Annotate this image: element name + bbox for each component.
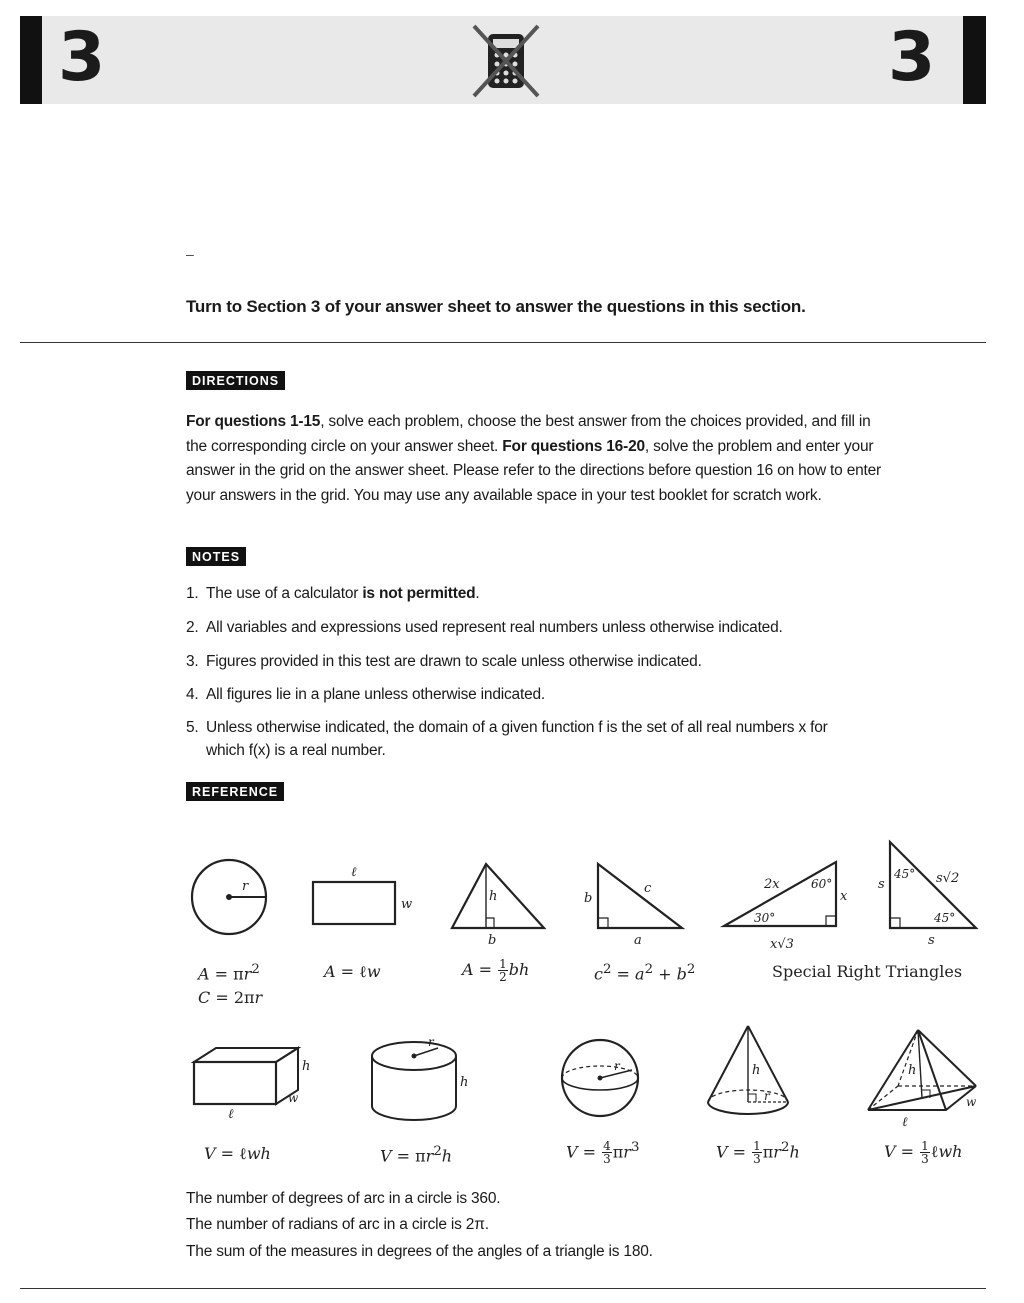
tri454590-s-left-label: s	[878, 877, 885, 892]
note-3-number: 3.	[186, 653, 199, 670]
directions-paragraph	[186, 410, 886, 508]
notes-tag: NOTES	[186, 547, 246, 566]
note-3	[186, 650, 966, 673]
sphere-figure	[556, 1034, 648, 1124]
formula-circle-area: $A = \pi r^2$	[198, 962, 260, 984]
tri306090-x-label: x	[840, 889, 848, 904]
rectangle-figure	[305, 858, 417, 936]
formula-pythagorean: $c^2 = a^2 + b^2$	[594, 962, 696, 984]
triangle-30-60-90-figure	[718, 852, 864, 956]
fact-triangle-sum: The sum of the measures in degrees of the angles of a triangle is 180.	[186, 1243, 653, 1260]
note-5-number: 5.	[186, 719, 199, 736]
formula-prism-volume: V = ℓwh	[204, 1144, 271, 1163]
circle-radius-label: r	[242, 879, 249, 894]
triangle-45-45-90-figure	[870, 836, 986, 948]
formula-sphere-volume: V = $\frac{4}{3}$ $\pi r^3$	[566, 1139, 640, 1167]
tri454590-sroot2-label: s√2	[936, 871, 960, 886]
section-number-right: 3	[888, 18, 936, 97]
cone-figure	[700, 1022, 800, 1126]
pyramid-figure	[862, 1024, 984, 1134]
note-5-line-1: Unless otherwise indicated, the domain of a given function f is the set of all real numbers x for	[206, 719, 828, 736]
sphere-radius-label: r	[614, 1059, 620, 1073]
right-triangle-figure	[578, 856, 688, 948]
directions-bold-2: For questions 16-20	[502, 437, 645, 455]
note-2	[186, 616, 966, 639]
tri454590-45-bottom-label: 45°	[934, 911, 956, 925]
pyramid-width-label: w	[966, 1095, 977, 1109]
tri306090-xroot3-label: x√3	[770, 937, 794, 952]
fact-radians: The number of radians of arc in a circle is 2π.	[186, 1216, 489, 1233]
no-calculator-icon	[466, 20, 546, 100]
header-right-bar	[963, 16, 986, 104]
tri306090-30-label: 30°	[754, 911, 776, 925]
rectangular-prism-figure	[186, 1036, 316, 1120]
note-1	[186, 582, 966, 605]
cone-radius-label: r	[764, 1089, 770, 1103]
note-2-text: All variables and expressions used represent real numbers unless otherwise indicated.	[206, 619, 783, 636]
note-1-number: 1.	[186, 585, 199, 602]
fact-degrees: The number of degrees of arc in a circle is 360.	[186, 1190, 501, 1207]
triangle-base-label: b	[488, 933, 497, 948]
top-divider	[20, 342, 986, 343]
cone-height-label: h	[752, 1063, 761, 1078]
tri306090-2x-label: 2x	[764, 877, 780, 892]
right-triangle-hyp-c-label: c	[644, 881, 652, 896]
directions-text-1: , solve each problem, choose the best answer from the choices provided, and fill in the corresponding circle on your answer sheet.	[186, 413, 871, 455]
triangle-area-figure	[446, 858, 550, 948]
note-1-bold: is not permitted	[362, 585, 476, 602]
section-number-left: 3	[58, 18, 106, 97]
formula-cylinder-volume: $V = \pi r^2h$	[380, 1144, 453, 1166]
note-2-number: 2.	[186, 619, 199, 636]
right-triangle-leg-a-label: a	[634, 933, 642, 948]
circle-figure	[186, 850, 272, 940]
rect-length-label: ℓ	[351, 865, 357, 880]
formula-triangle-area: A = $\frac{1}{2}$ bh	[462, 957, 530, 984]
note-1-end: .	[475, 585, 480, 602]
note-4-text: All figures lie in a plane unless otherwise indicated.	[206, 686, 546, 703]
tri454590-s-bottom-label: s	[928, 933, 935, 948]
note-4-number: 4.	[186, 686, 199, 703]
reference-tag: REFERENCE	[186, 782, 284, 801]
rect-width-label: w	[401, 897, 413, 912]
cylinder-radius-label: r	[428, 1035, 434, 1049]
directions-tag: DIRECTIONS	[186, 371, 285, 390]
note-5	[186, 716, 966, 762]
prism-length-label: ℓ	[228, 1107, 234, 1120]
formula-cone-volume: V = $\frac{1}{3}$ $\pi r^2h$	[716, 1139, 800, 1167]
note-1-text: The use of a calculator	[206, 585, 363, 602]
directions-bold-1: For questions 1-15	[186, 413, 321, 430]
cylinder-height-label: h	[460, 1075, 469, 1090]
formula-circumference: C = 2πr	[198, 988, 263, 1007]
header-left-bar	[20, 16, 42, 104]
prism-height-label: h	[302, 1059, 311, 1074]
cylinder-figure	[364, 1032, 480, 1124]
note-4	[186, 683, 966, 706]
tri454590-45-top-label: 45°	[894, 867, 916, 881]
tri306090-60-label: 60°	[811, 877, 833, 891]
triangle-height-label: h	[489, 889, 498, 904]
special-right-triangles-label: Special Right Triangles	[772, 962, 963, 981]
formula-pyramid-volume: V = $\frac{1}{3}$ ℓwh	[884, 1139, 963, 1166]
bottom-divider	[20, 1288, 986, 1289]
pyramid-length-label: ℓ	[902, 1115, 908, 1130]
dash-mark: –	[186, 246, 194, 262]
note-5-line-2: which f(x) is a real number.	[206, 742, 386, 759]
directions-text-2: , solve the problem and enter your answer in the grid on the answer sheet. Please refer to the directions before question 16 on how to enter your answers in the grid. You may use any available space in your test booklet for scratch work.	[186, 437, 882, 504]
section-instruction: Turn to Section 3 of your answer sheet to answer the questions in this section.	[186, 297, 806, 316]
note-3-text: Figures provided in this test are drawn to scale unless otherwise indicated.	[206, 653, 702, 670]
formula-rectangle-area: A = ℓw	[324, 962, 381, 981]
right-triangle-leg-b-label: b	[584, 891, 593, 906]
pyramid-height-label: h	[908, 1063, 917, 1078]
prism-width-label: w	[288, 1091, 299, 1105]
